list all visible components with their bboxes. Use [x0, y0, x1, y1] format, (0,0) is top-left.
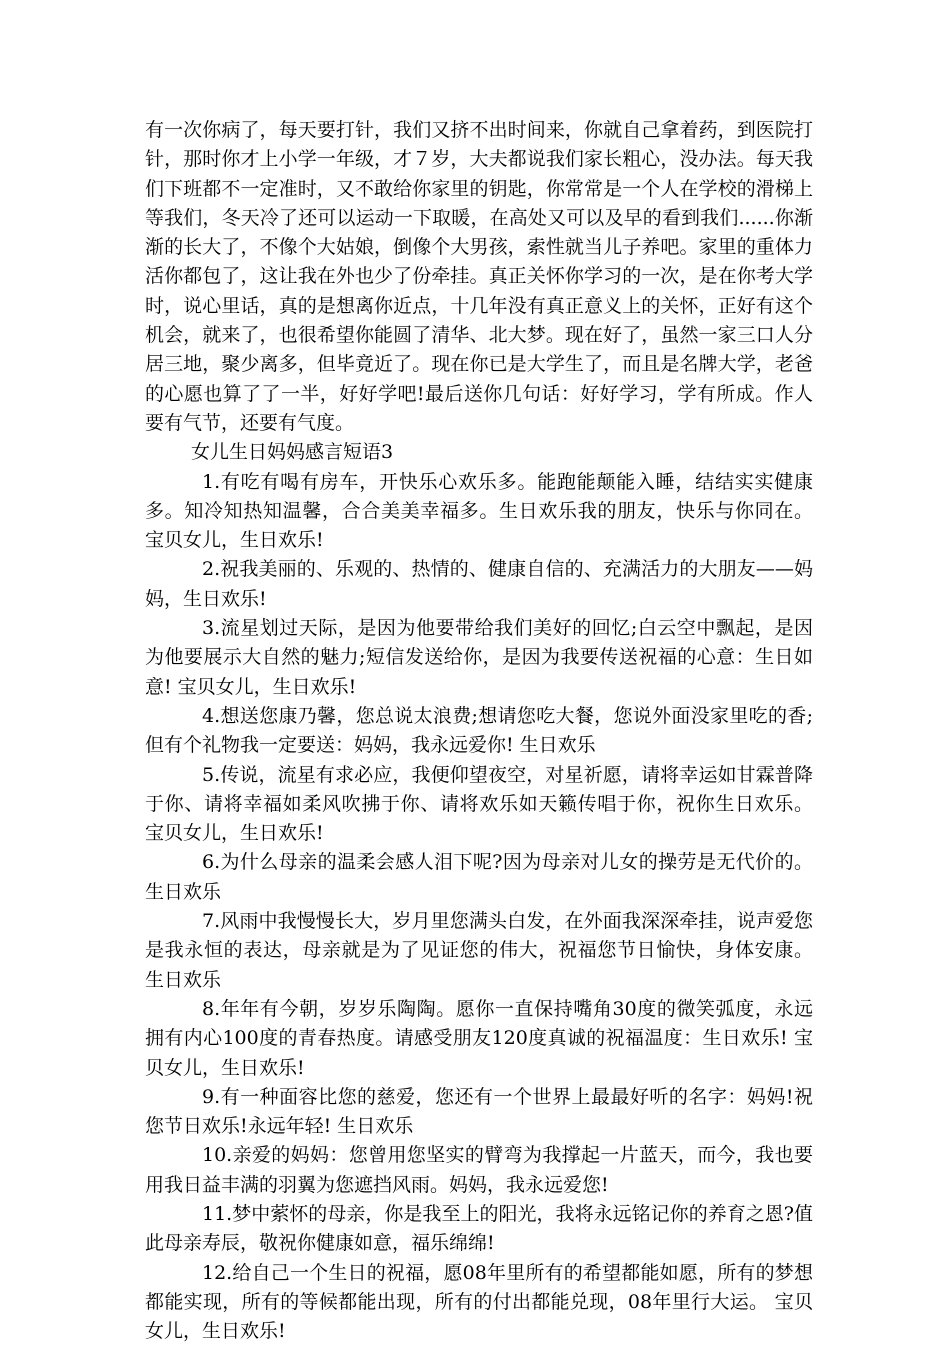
list-item: 5.传说，流星有求必应，我便仰望夜空，对星祈愿，请将幸运如甘霖普降于你、请将幸福如柔风吹拂于你、请将欢乐如天籁传唱于你，祝你生日欢乐。 宝贝女儿，生日欢乐! — [145, 763, 813, 845]
list-item: 12.给自己一个生日的祝福，愿08年里所有的希望都能如愿，所有的梦想都能实现，所有的等候都能出现，所有的付出都能兑现，08年里行大运。 宝贝女儿，生日欢乐! — [145, 1261, 813, 1343]
list-item: 11.梦中萦怀的母亲，你是我至上的阳光，我将永远铭记你的养育之恩?值此母亲寿辰，敬祝你健康如意，福乐绵绵! — [145, 1202, 813, 1255]
list-item: 9.有一种面容比您的慈爱，您还有一个世界上最最好听的名字：妈妈!祝您节日欢乐!永远年轻! 生日欢乐 — [145, 1085, 813, 1138]
document-page — [145, 116, 813, 1346]
list-item: 1.有吃有喝有房车，开快乐心欢乐多。能跑能颠能入睡，结结实实健康多。知冷知热知温馨，合合美美幸福多。生日欢乐我的朋友，快乐与你同在。 宝贝女儿，生日欢乐! — [145, 470, 813, 552]
list-item: 3.流星划过天际，是因为他要带给我们美好的回忆;白云空中飘起，是因为他要展示大自然的魅力;短信发送给你，是因为我要传送祝福的心意：生日如意! 宝贝女儿，生日欢乐! — [145, 617, 813, 698]
list-item: 8.年年有今朝，岁岁乐陶陶。愿你一直保持嘴角30度的微笑弧度，永远拥有内心100度的青春热度。请感受朋友120度真诚的祝福温度：生日欢乐! 宝贝女儿，生日欢乐! — [145, 997, 813, 1079]
section-heading: 女儿生日妈妈感言短语3 — [191, 441, 394, 464]
list-item: 4.想送您康乃馨，您总说太浪费;想请您吃大餐，您说外面没家里吃的香;但有个礼物我一定要送：妈妈，我永远爱你! 生日欢乐 — [145, 704, 813, 757]
list-item: 7.风雨中我慢慢长大，岁月里您满头白发，在外面我深深牵挂，说声爱您是我永恒的表达，母亲就是为了见证您的伟大，祝福您节日愉快，身体安康。 生日欢乐 — [145, 910, 813, 991]
list-item: 10.亲爱的妈妈：您曾用您坚实的臂弯为我撑起一片蓝天，而今，我也要用我日益丰满的羽翼为您遮挡风雨。妈妈，我永远爱您! — [145, 1144, 813, 1196]
list-item: 2.祝我美丽的、乐观的、热情的、健康自信的、充满活力的大朋友——妈妈，生日欢乐! — [145, 558, 813, 610]
intro-paragraph: 有一次你病了，每天要打针，我们又挤不出时间来，你就自己拿着药，到医院打针，那时你才上小学一年级，才７岁，大夫都说我们家长粗心，没办法。每天我们下班都不一定准时，又不敢给你家里的钥匙，你常常是一个人在学校的滑梯上等我们，冬天冷了还可以运动一下取暖，在高处又可以及早的看到我们......你渐渐的长大了，不像个大姑娘，倒像个大男孩，索性就当儿子养吧。家里的重体力活你都包了，这让我在外也少了份牵挂。真正关怀你学习的一次，是在你考大学时，说心里话，真的是想离你近点，十几年没有真正意义上的关怀，正好有这个机会，就来了，也很希望你能圆了清华、北大梦。现在好了，虽然一家三口人分居三地，聚少离多，但毕竟近了。现在你已是大学生了，而且是名牌大学，老爸的心愿也算了了一半，好好学吧!最后送你几句话：好好学习，学有所成。作人要有气节，还要有气度。 — [145, 119, 813, 434]
list-item: 6.为什么母亲的温柔会感人泪下呢?因为母亲对儿女的操劳是无代价的。 生日欢乐 — [145, 851, 813, 903]
